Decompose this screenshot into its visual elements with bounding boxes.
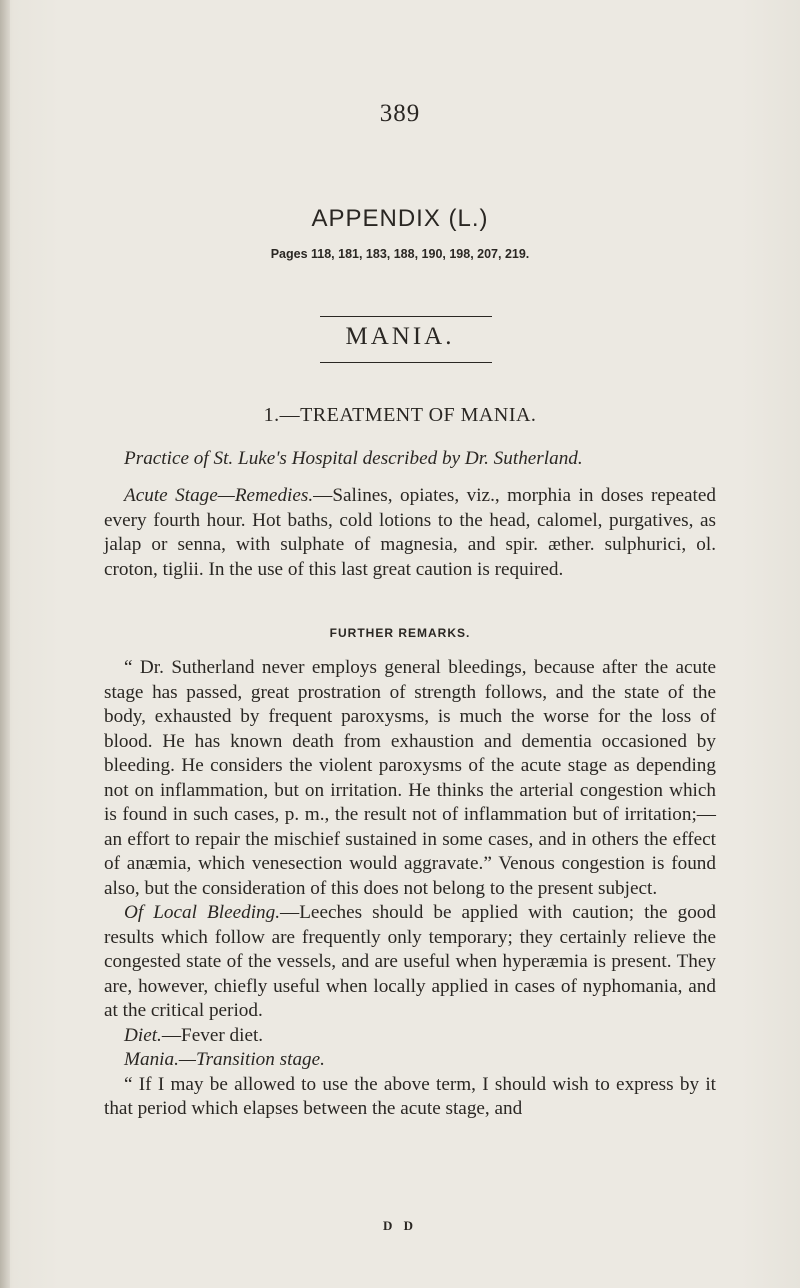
acute-stage-paragraph (104, 484, 716, 582)
page-edge (0, 0, 10, 1288)
remarks-body (104, 656, 716, 1122)
diet-label: Diet. (124, 1024, 162, 1046)
appendix-title: APPENDIX (L.) (311, 205, 489, 232)
acute-stage-label: Acute Stage—Remedies. (124, 485, 314, 506)
signature-mark: D D (382, 1218, 418, 1233)
transition-heading: Mania.—Transition stage. (124, 1049, 325, 1070)
quote-paragraph: “ Dr. Sutherland never employs general bleedings, because after the acute stage has passed, great prostration of strength follows, and the state of the body, exhausted by frequent paroxysms, is much the worse for the loss of blood. He has known death from exhaustion and dementia occasioned by bleeding. He considers the violent paroxysms of the acute stage as depending not on inflammation, but on irritation. He thinks the arterial congestion which is found in such cases, p. m., the result not of inflammation but of irritation;—an effort to repair the mischief sustained in some cases, and in others the effect of anæmia, which venesection would aggravate.” Venous congestion is found also, but the consideration of this does not belong to the present subject. (104, 657, 716, 899)
page-number: 389 (379, 100, 421, 127)
title-rule-top (320, 316, 492, 317)
subsection-title: 1.—TREATMENT OF MANIA. (263, 404, 537, 426)
local-bleeding-text: —Leeches should be applied with caution; the good results which follow are frequently only temporary; they certainly relieve the congested state of the vessels, and are useful when hyperæmia is present. They are, however, chiefly useful when locally applied in cases of nyphomania, and at the critical period. (104, 902, 716, 1021)
further-remarks-heading: FURTHER REMARKS. (329, 626, 471, 640)
diet-text: —Fever diet. (161, 1024, 264, 1046)
acute-stage-text: —Salines, opiates, viz., morphia in doses repeated every fourth hour. Hot baths, cold lotions to the head, calomel, purgatives, as jalap or senna, with sulphate of magnesia, and spir. æther. sulphurici, ol. croton, tiglii. In the use of this last great caution is required. (104, 485, 716, 580)
transition-paragraph: “ If I may be allowed to use the above term, I should wish to express by it that period which elapses between the acute stage, and (104, 1073, 716, 1119)
local-bleeding-label: Of Local Bleeding. (124, 902, 281, 923)
section-title: MANIA. (345, 323, 455, 350)
pages-reference: Pages 118, 181, 183, 188, 190, 198, 207, 219. (270, 247, 530, 261)
title-rule-bottom (320, 362, 492, 363)
practice-heading: Practice of St. Luke's Hospital described by Dr. Sutherland. (124, 448, 583, 469)
